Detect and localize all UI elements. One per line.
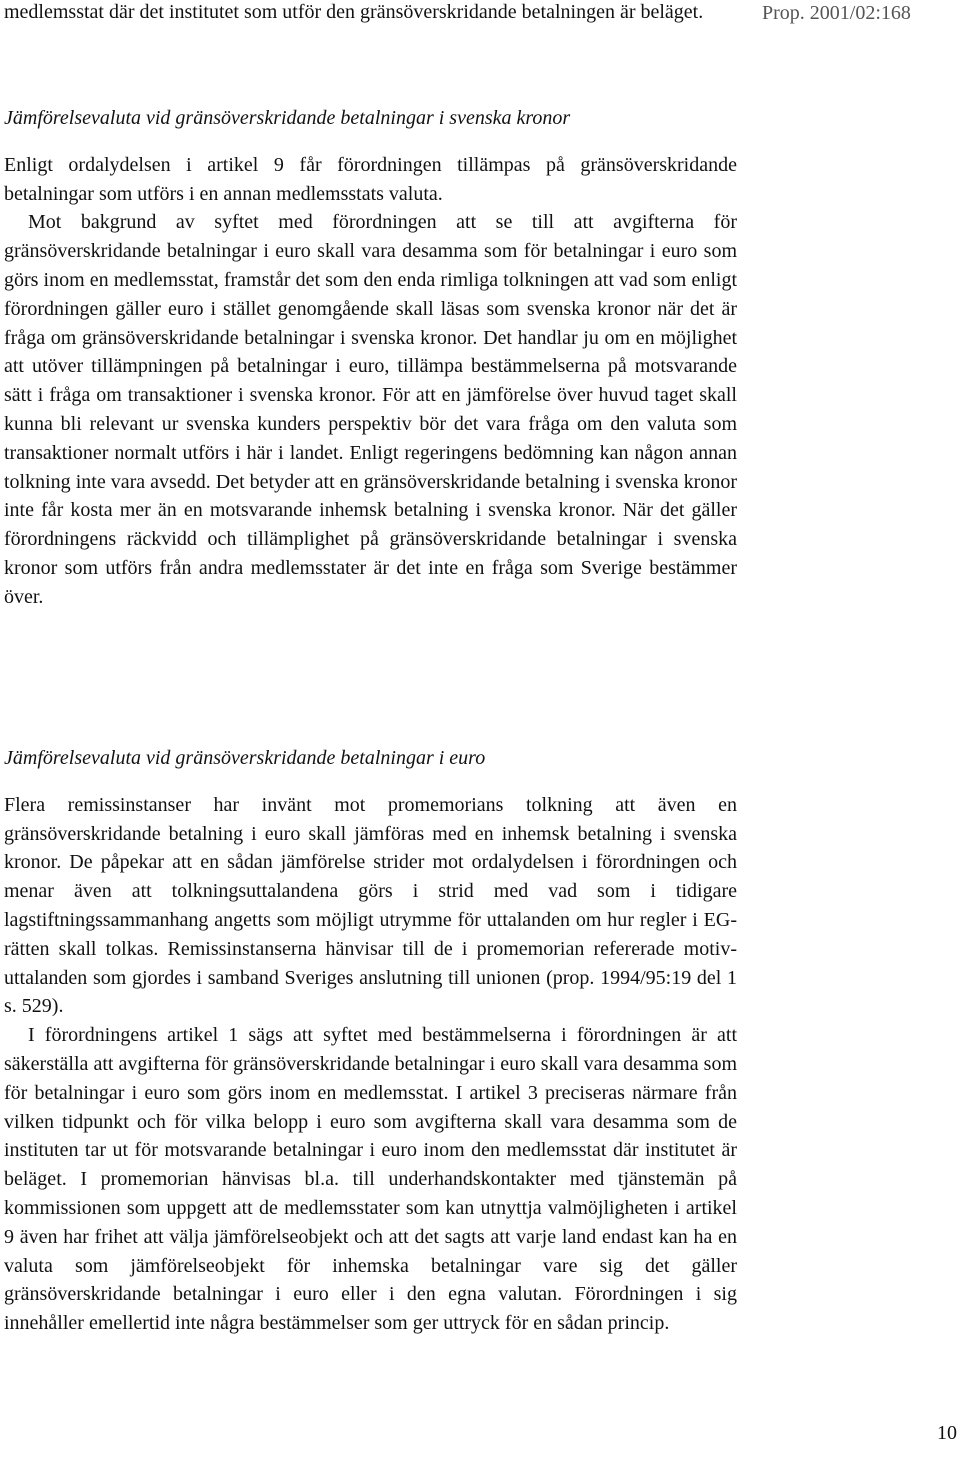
proposition-reference: Prop. 2001/02:168 bbox=[762, 2, 911, 24]
continuation-paragraph: medlemsstat där det institutet som utför den gränsöverskridande betalningen är beläget. bbox=[4, 1, 704, 23]
body-paragraph: I förordningens artikel 1 sägs att syftet med bestämmelserna i förordningen är att säkerställa att avgifterna för gränsöverskridande betalningar i euro skall vara desamma som för betalningar i euro som görs inom en medlemsstat. I artikel 3 preciseras närmare från vilken tidpunkt och för vilka belopp i euro som avgifterna skall vara desamma som de instituten tar ut för motsvarande betalningar i euro inom den medlemsstat där institutet är beläget. I promemorian hänvisas bl.a. till underhandskontakter med tjänstemän på kommissionen som uppgett att de medlemsstater som kan utnyttja valmöjligheten i artikel 9 även har frihet att välja jämförelseobjekt och att det sagts att varje land endast kan ha en valuta som jämförelseobjekt för inhemska betalningar vare sig det gäller gränsöverskridande betalningar i euro eller i den egna valutan. Förordningen i sig innehåller emellertid inte några bestämmelser som ger uttryck för en sådan princip. bbox=[4, 1024, 737, 1335]
section-currency-euro bbox=[4, 744, 737, 1338]
section-currency-sek bbox=[4, 104, 737, 612]
continuation-block bbox=[4, 0, 737, 27]
body-paragraph: Mot bakgrund av syftet med förordningen att se till att avgifterna för gränsöverskridande betalningar i euro skall vara desamma som för betalningar i euro som görs inom en medlemsstat, framstår det som den enda rimliga tolkningen att vad som enligt förordningen gäller euro i stället genomgående skall läsas som svenska kronor när det är fråga om gränsöverskridande betalningar i svenska kronor. Det handlar ju om en möjlighet att utöver tillämpningen på betalningar i euro, tillämpa bestämmelserna på motsvarande sätt i fråga om transaktioner i svenska kronor. För att en jämförelse över huvud taget skall kunna bli relevant ur svenska kunders perspektiv bör det vara fråga om den valuta som transaktioner normalt utförs i här i landet. Enligt regeringens bedömning kan någon annan tolkning inte vara avsedd. Det betyder att en gränsöverskridande betalning i svenska kronor inte får kosta mer än en motsvarande inhemsk betalning i svenska kronor. När det gäller förordningens räckvidd och tillämplighet på gränsöverskridande betalningar i svenska kronor som utförs från andra medlemsstater är det inte en fråga som Sverige bestämmer över. bbox=[4, 211, 737, 608]
page-number: 10 bbox=[937, 1422, 957, 1444]
section-heading: Jämförelsevaluta vid gränsöverskridande betalningar i euro bbox=[4, 747, 486, 769]
body-paragraph: Flera remissinstanser har invänt mot promemorians tolkning att även en gränsöverskridande betalning i euro skall jämföras med en inhemsk betalning i svenska kronor. De påpekar att en sådan jämförelse strider mot ordalydelsen i förordningen och menar även att tolkningsuttalandena görs i strid med vad som i tidigare lagstiftningssammanhang angetts som möjligt utrymme för uttalanden om hur regler i EG-rätten skall tolkas. Remissinstanserna hänvisar till de i promemorian refererade motivuttalanden som gjordes i samband Sveriges anslutning till unionen (prop. 1994/95:19 del 1 s. 529). bbox=[4, 793, 737, 1018]
body-paragraph: Enligt ordalydelsen i artikel 9 får förordningen tillämpas på gränsöverskridande betalningar som utförs i en annan medlemsstats valuta. bbox=[4, 153, 737, 205]
section-heading: Jämförelsevaluta vid gränsöverskridande betalningar i svenska kronor bbox=[4, 107, 571, 129]
